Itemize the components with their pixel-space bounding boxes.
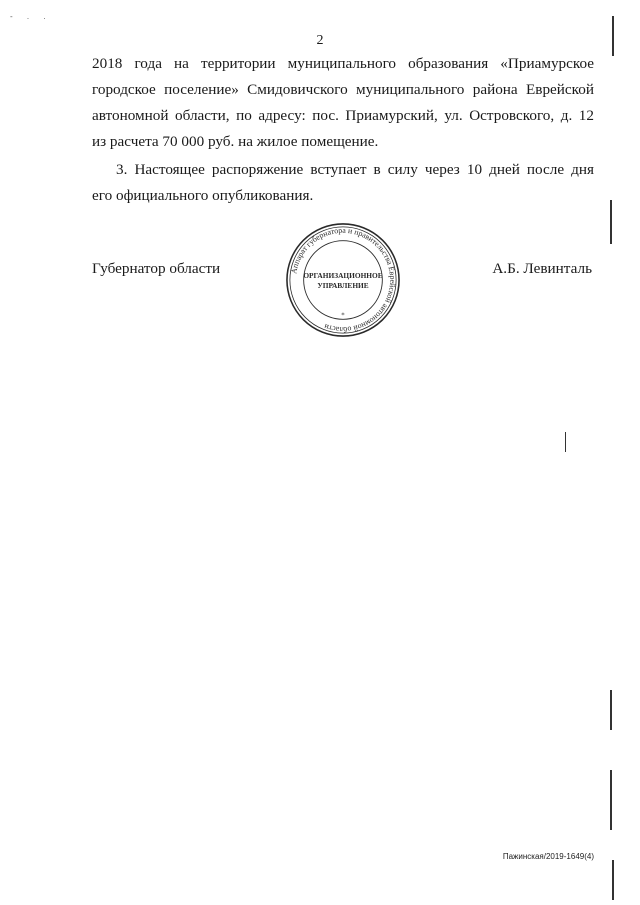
scan-edge-line bbox=[565, 432, 566, 452]
scan-edge-line bbox=[610, 690, 612, 730]
text-line: из расчета 70 000 руб. на жилое помещение. bbox=[92, 133, 379, 150]
scan-edge-line bbox=[610, 200, 612, 244]
seal-inner-line-1: ОРГАНИЗАЦИОННОЕ bbox=[303, 271, 383, 281]
document-reference: Пажинская/2019-1649(4) bbox=[502, 852, 594, 861]
scan-artifact-dots: - . . bbox=[10, 12, 52, 21]
seal-outer-text: Аппарат губернатора и правительства Еврейской автономной области bbox=[289, 225, 398, 335]
paragraph-1 bbox=[92, 51, 594, 155]
paragraph-2 bbox=[92, 157, 594, 209]
official-seal-stamp bbox=[284, 221, 402, 339]
svg-text:*: * bbox=[341, 312, 345, 320]
signatory-title: Губернатор области bbox=[92, 260, 221, 277]
text-line: городское поселение» Смидовичского муниципального района Еврейской bbox=[92, 81, 594, 98]
seal-inner-line-2: УПРАВЛЕНИЕ bbox=[317, 280, 369, 290]
page-number: 2 bbox=[316, 33, 324, 48]
text-line: 2018 года на территории муниципального образования «Приамурское bbox=[92, 55, 594, 72]
scan-edge-line bbox=[610, 770, 612, 830]
signatory-name: А.Б. Левинталь bbox=[492, 260, 592, 277]
scan-edge-line bbox=[612, 860, 614, 900]
text-line: автономной области, по адресу: пос. Приамурский, ул. Островского, д. 12 bbox=[92, 107, 594, 124]
text-line: его официального опубликования. bbox=[92, 187, 314, 204]
text-line: 3. Настоящее распоряжение вступает в силу через 10 дней после дня bbox=[116, 161, 594, 178]
